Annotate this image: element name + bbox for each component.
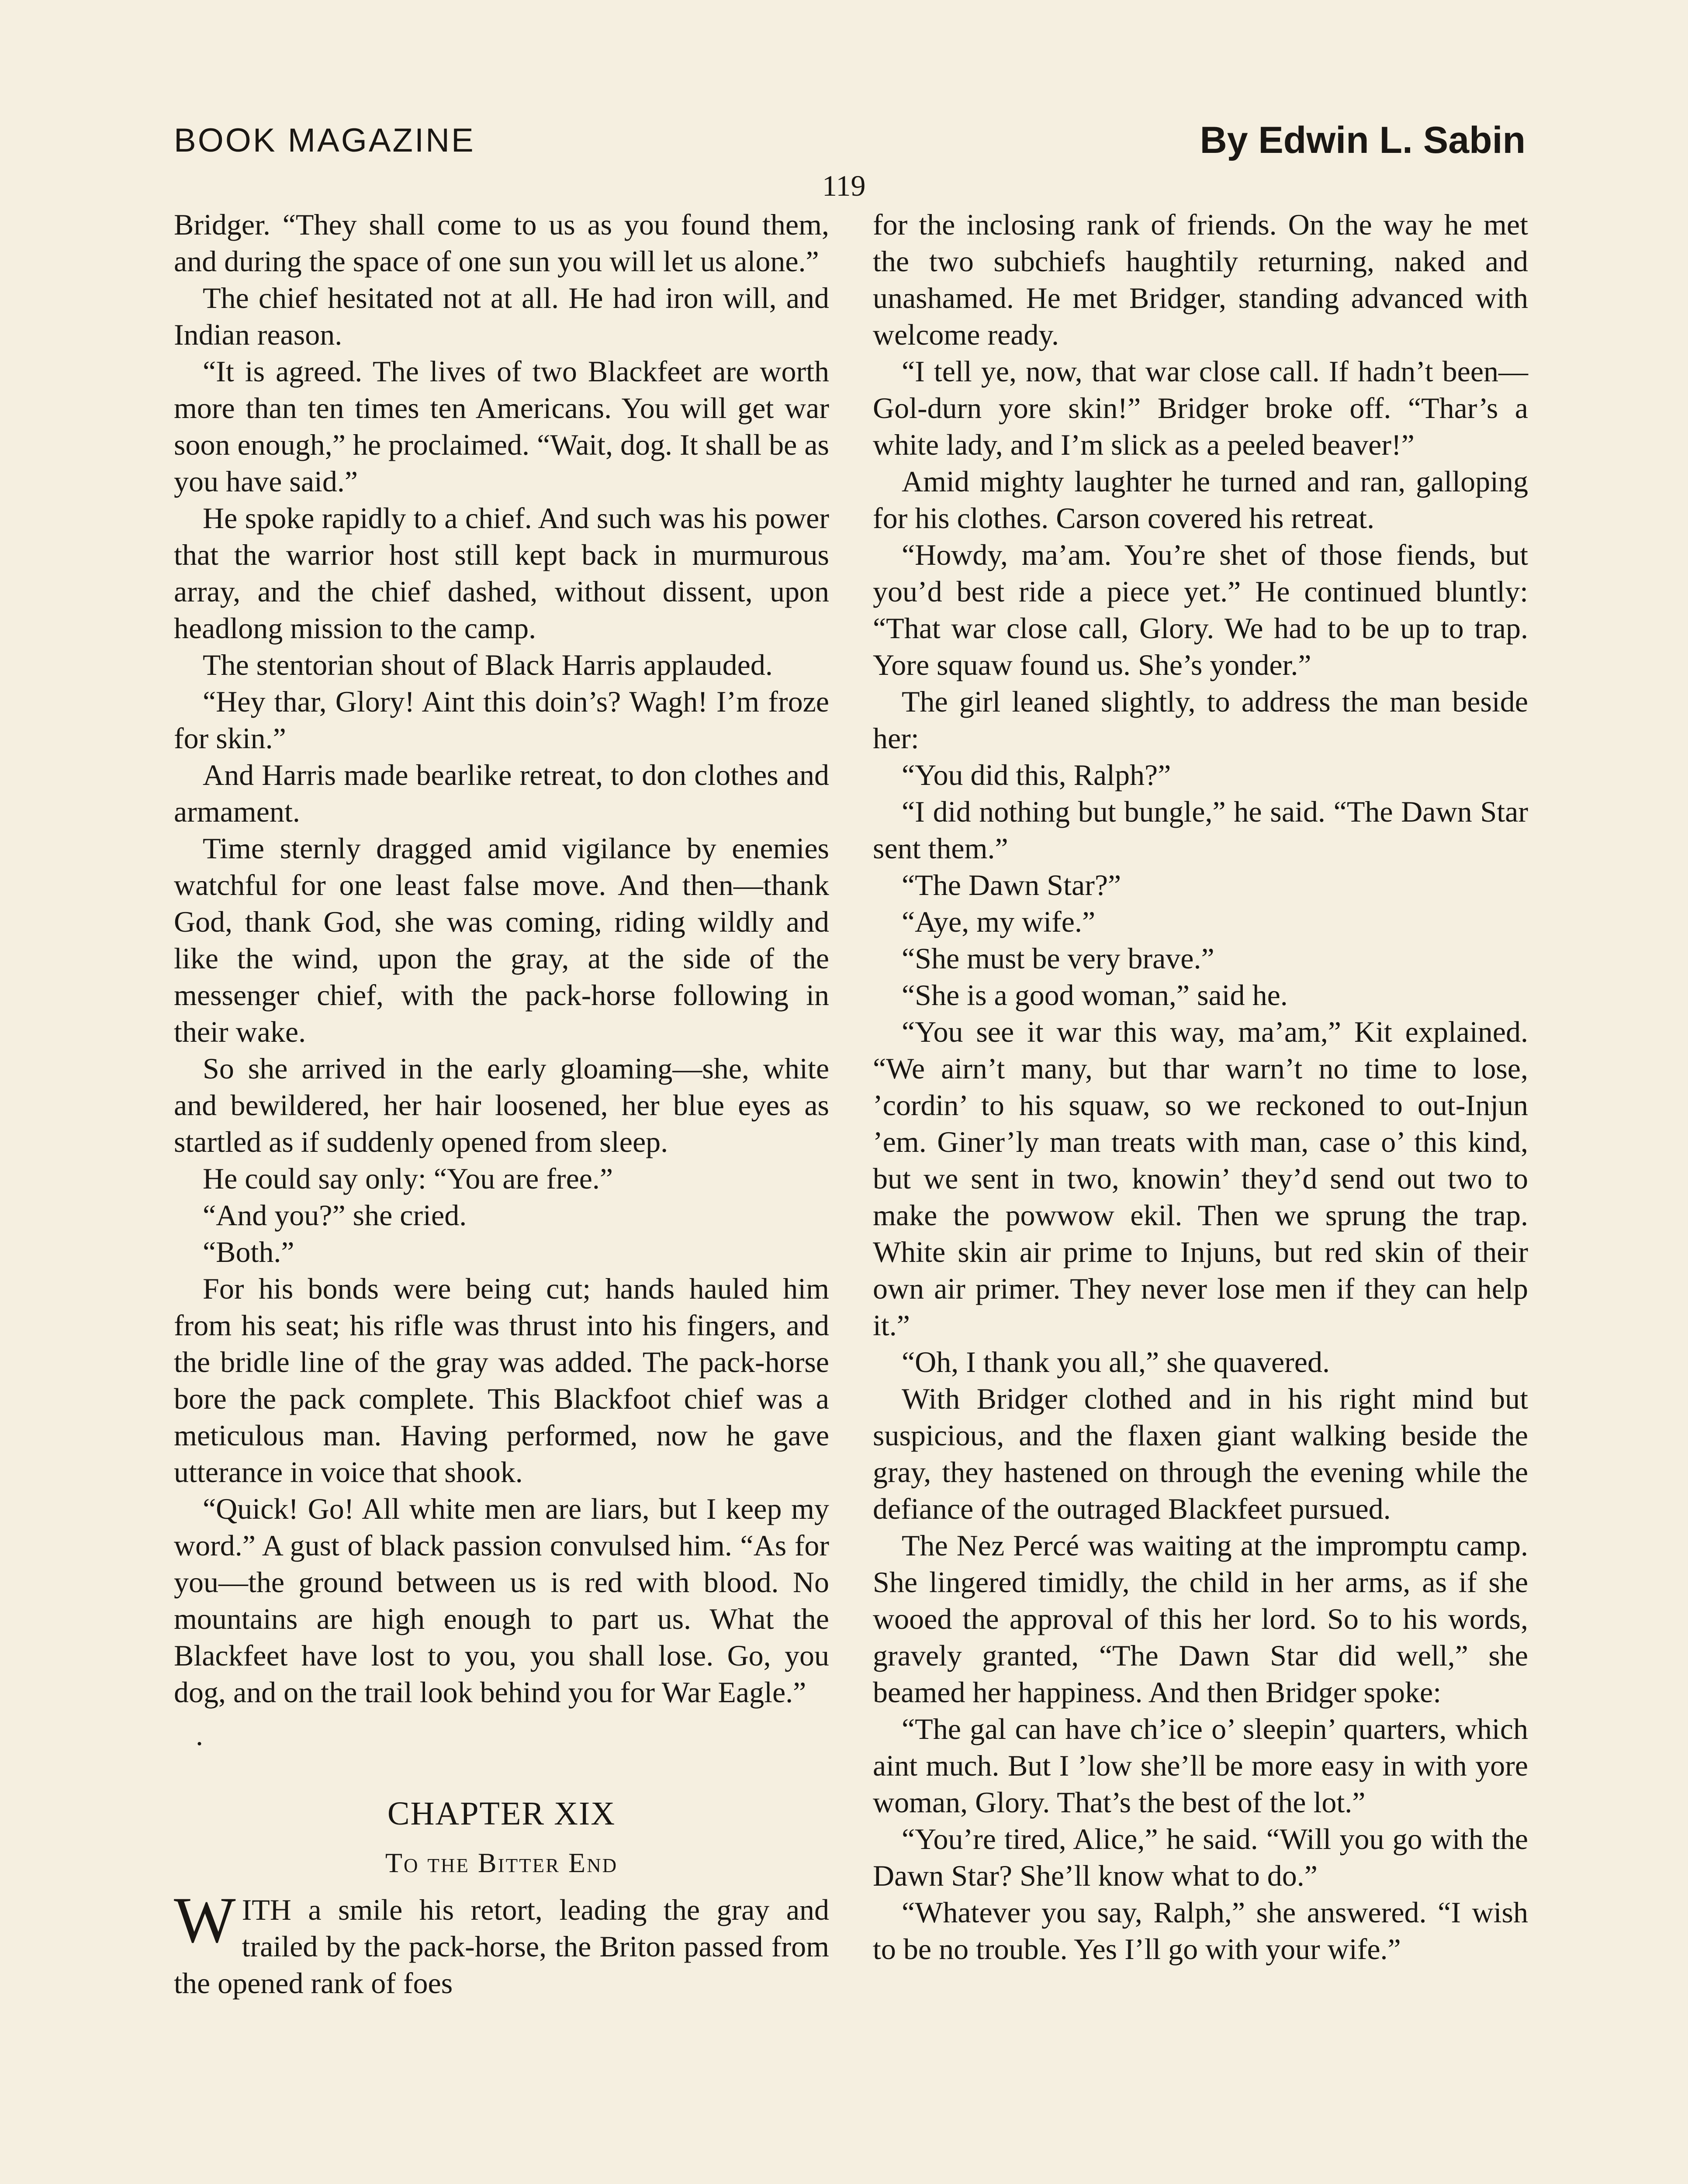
paragraph: Amid mighty laughter he turned and ran, galloping for his clothes. Carson covered his retreat.: [873, 465, 1528, 535]
paragraph: The stentorian shout of Black Harris applauded.: [203, 648, 773, 681]
chapter-opening-text: ITH a smile his retort, leading the gray and trailed by the pack-horse, the Briton passed from the opened rank of foes: [174, 1893, 829, 2000]
paragraph: “The Dawn Star?”: [902, 868, 1121, 902]
paragraph: For his bonds were being cut; hands hauled him from his seat; his rifle was thrust into his fingers, and the bridle line of the gray was added. The pack-horse bore the pack complete. This Blackfoot chief was a meticulous man. Having performed, now he gave utterance in voice that shook.: [174, 1272, 829, 1489]
paragraph: With Bridger clothed and in his right mind but suspicious, and the flaxen giant walking beside the gray, they hastened on through the evening while the defiance of the outraged Blackfeet pursued.: [873, 1382, 1528, 1525]
paragraph: “She is a good woman,” said he.: [902, 978, 1288, 1012]
paragraph: “You did this, Ralph?”: [902, 758, 1171, 791]
paragraph: He spoke rapidly to a chief. And such was his power that the warrior host still kept back in murmurous array, and the chief dashed, without dissent, upon headlong mission to the camp.: [174, 501, 829, 645]
paragraph: Time sternly dragged amid vigilance by enemies watchful for one least false move. And then—thank God, thank God, she was coming, riding wildly and like the wind, upon the gray, at the side of the messenger chief, with the pack-horse following in their wake.: [174, 832, 829, 1048]
paragraph: So she arrived in the early gloaming—she, white and bewildered, her hair loosened, her blue eyes as startled as if suddenly opened from sleep.: [174, 1052, 829, 1158]
paragraph: “Howdy, ma’am. You’re shet of those fiends, but you’d best ride a piece yet.” He continued bluntly: “That war close call, Glory. We had to be up to trap. Yore squaw found us. She’s yonder.”: [873, 538, 1528, 681]
paragraph: “Hey thar, Glory! Aint this doin’s? Wagh! I’m froze for skin.”: [174, 685, 829, 755]
paragraph: “It is agreed. The lives of two Blackfeet are worth more than ten times ten Americans. You will get war soon enough,” he proclaimed. “Wait, dog. It shall be as you have said.”: [174, 355, 829, 498]
paragraph: for the inclosing rank of friends. On the way he met the two subchiefs haughtily returning, naked and unashamed. He met Bridger, standing advanced with welcome ready.: [873, 208, 1528, 351]
paragraph: “You see it war this way, ma’am,” Kit explained. “We airn’t many, but thar warn’t no time to lose, ’cordin’ to his squaw, so we reckoned to out-Injun ’em. Giner’ly man treats with man, case o’ this kind, but we sent in two, knowin’ they’d send out two to make the powwow ekil. Then we sprung the trap. White skin air prime to Injuns, but red skin of their own air primer. They never lose men if they can help it.”: [873, 1015, 1528, 1342]
paragraph: “Oh, I thank you all,” she quavered.: [902, 1345, 1330, 1379]
paragraph: “Aye, my wife.”: [902, 905, 1096, 938]
drop-cap: W: [174, 1884, 236, 1956]
chapter-title: CHAPTER XIX: [387, 1795, 616, 1832]
paragraph: “I tell ye, now, that war close call. If hadn’t been— Gol-durn yore skin!” Bridger broke off. “Thar’s a white lady, and I’m slick as a peeled beaver!”: [873, 355, 1528, 461]
paragraph: The girl leaned slightly, to address the man beside her:: [873, 685, 1528, 755]
paragraph: “She must be very brave.”: [902, 942, 1214, 975]
page-number: 119: [822, 169, 866, 202]
paragraph: “Quick! Go! All white men are liars, but I keep my word.” A gust of black passion convulsed him. “As for you—the ground between us is red with blood. No mountains are high enough to part us. What the Blackfeet have lost to you, you shall lose. Go, you dog, and on the trail look behind you for War Eagle.”: [174, 1492, 829, 1709]
author-byline: By Edwin L. Sabin: [1200, 119, 1525, 161]
right-column: [873, 206, 1528, 1967]
paragraph: The Nez Percé was waiting at the impromptu camp. She lingered timidly, the child in her arms, as if she wooed the approval of this her lord. So to his words, gravely granted, “The Dawn Star did well,” she beamed her happiness. And then Bridger spoke:: [873, 1529, 1528, 1709]
left-column: [174, 206, 829, 2001]
paragraph: “You’re tired, Alice,” he said. “Will you go with the Dawn Star? She’ll know what to do.”: [873, 1822, 1528, 1892]
paragraph: “Whatever you say, Ralph,” she answered. “I wish to be no trouble. Yes I’ll go with your wife.”: [873, 1896, 1528, 1966]
paragraph: He could say only: “You are free.”: [203, 1162, 613, 1195]
paragraph: “And you?” she cried.: [203, 1199, 467, 1232]
paragraph: “The gal can have ch’ice o’ sleepin’ quarters, which aint much. But I ’low she’ll be more easy in with yore woman, Glory. That’s the best of the lot.”: [873, 1712, 1528, 1819]
paragraph: Bridger. “They shall come to us as you found them, and during the space of one sun you will let us alone.”: [174, 208, 829, 278]
paragraph: “I did nothing but bungle,” he said. “The Dawn Star sent them.”: [873, 795, 1528, 865]
paragraph: “Both.”: [203, 1235, 294, 1268]
chapter-subtitle: To the Bitter End: [385, 1847, 618, 1878]
paragraph: And Harris made bearlike retreat, to don clothes and armament.: [174, 758, 829, 828]
stray-print-mark: .: [196, 1718, 203, 1752]
magazine-title: BOOK MAGAZINE: [174, 122, 475, 159]
chapter-opening-paragraph: [174, 1884, 829, 2001]
paragraph: The chief hesitated not at all. He had iron will, and Indian reason.: [174, 281, 829, 351]
